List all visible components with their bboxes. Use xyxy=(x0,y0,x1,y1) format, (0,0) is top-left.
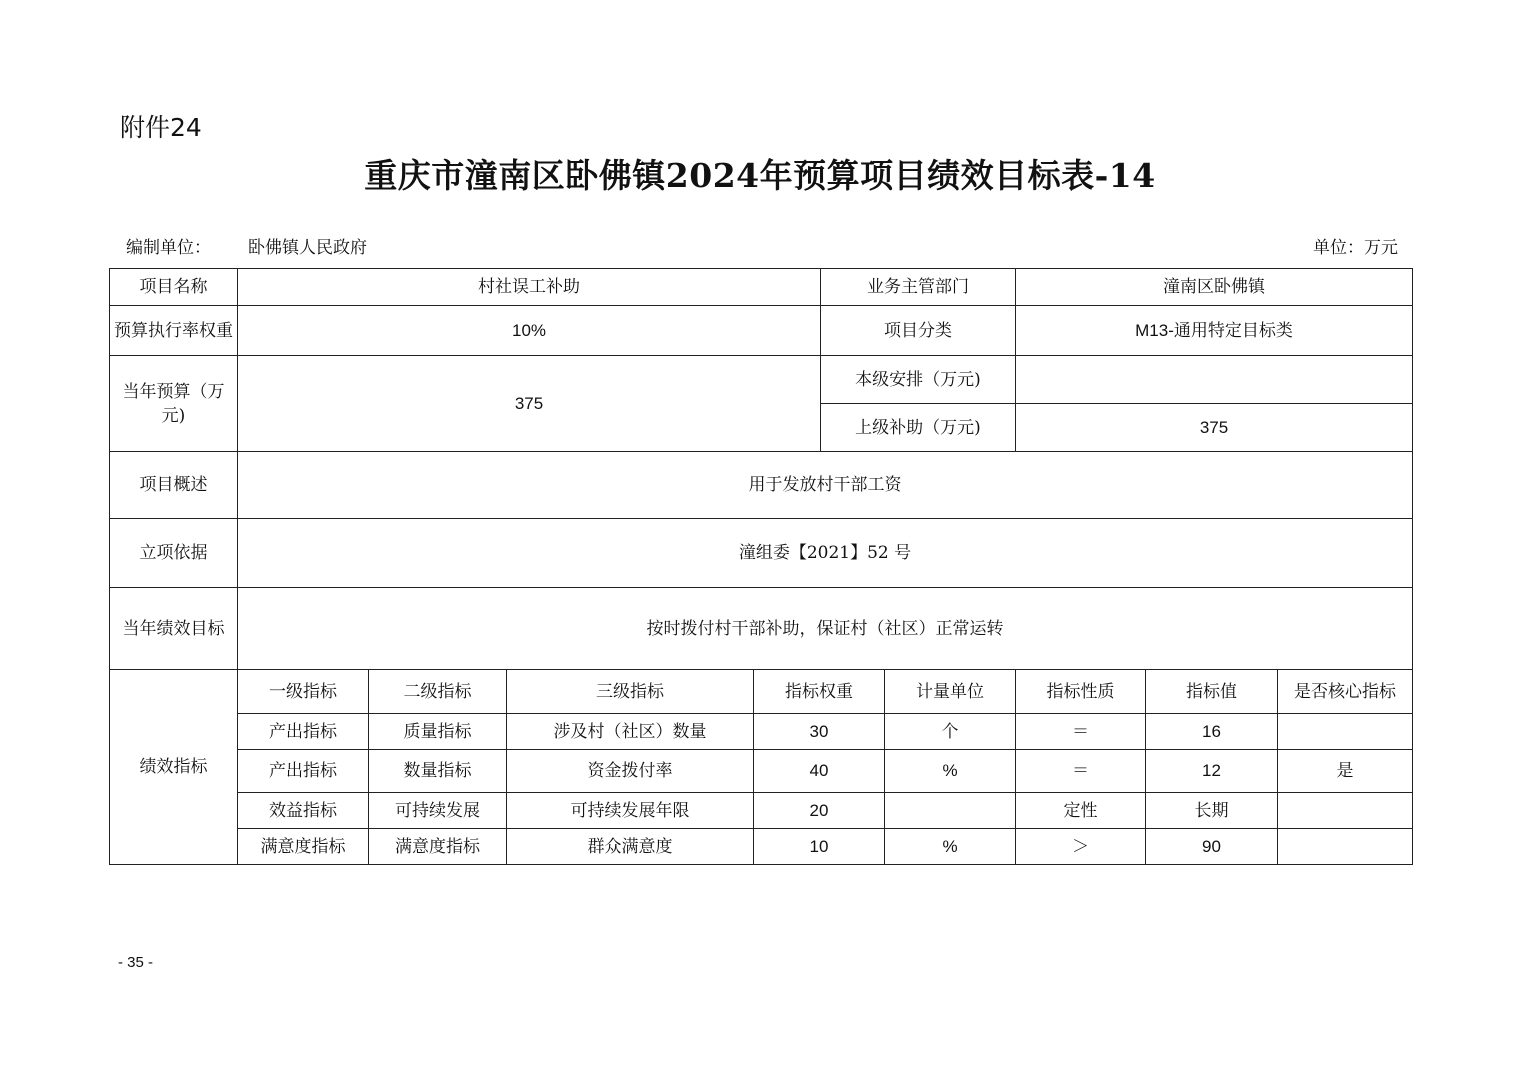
table-row xyxy=(110,829,1413,865)
weight-cell: 40 xyxy=(754,750,885,793)
exec-rate-label: 预算执行率权重 xyxy=(110,306,238,356)
level1-cell: 产出指标 xyxy=(238,750,369,793)
attachment-label: 附件24 xyxy=(120,113,202,142)
table-row xyxy=(110,750,1413,793)
local-budget-label: 本级安排（万元) xyxy=(821,356,1016,404)
dept-value: 潼南区卧佛镇 xyxy=(1016,269,1413,306)
indicator-section-label: 绩效指标 xyxy=(110,670,238,865)
table-row xyxy=(110,793,1413,829)
budget-value: 375 xyxy=(238,356,821,452)
category-label: 项目分类 xyxy=(821,306,1016,356)
project-name: 村社误工补助 xyxy=(238,269,821,306)
basis-value: 潼组委【2021】52 号 xyxy=(238,519,1413,588)
value-cell: 长期 xyxy=(1146,793,1278,829)
value-cell: 16 xyxy=(1146,714,1278,750)
nature-cell: 定性 xyxy=(1016,793,1146,829)
unit-cell: % xyxy=(885,829,1016,865)
currency-unit: 单位：万元 xyxy=(1313,238,1398,258)
unit-cell: % xyxy=(885,750,1016,793)
nature-cell: ＝ xyxy=(1016,714,1146,750)
level3-cell: 涉及村（社区）数量 xyxy=(507,714,754,750)
level3-cell: 可持续发展年限 xyxy=(507,793,754,829)
upper-subsidy-value: 375 xyxy=(1016,404,1413,452)
level1-cell: 产出指标 xyxy=(238,714,369,750)
performance-table xyxy=(109,268,1413,865)
overview-label: 项目概述 xyxy=(110,452,238,519)
category-value: M13-通用特定目标类 xyxy=(1016,306,1413,356)
weight-cell: 30 xyxy=(754,714,885,750)
level1-cell: 满意度指标 xyxy=(238,829,369,865)
dept-label: 业务主管部门 xyxy=(821,269,1016,306)
level3-cell: 资金拨付率 xyxy=(507,750,754,793)
header-cell: 指标性质 xyxy=(1016,670,1146,714)
core-cell xyxy=(1278,793,1413,829)
level2-cell: 质量指标 xyxy=(369,714,507,750)
page-title: 重庆市潼南区卧佛镇2024年预算项目绩效目标表-14 xyxy=(364,156,1156,195)
exec-rate-value: 10% xyxy=(238,306,821,356)
core-cell xyxy=(1278,714,1413,750)
overview-value: 用于发放村干部工资 xyxy=(238,452,1413,519)
header-cell: 计量单位 xyxy=(885,670,1016,714)
header-cell: 指标权重 xyxy=(754,670,885,714)
level2-cell: 数量指标 xyxy=(369,750,507,793)
goal-label: 当年绩效目标 xyxy=(110,588,238,670)
table-row xyxy=(110,714,1413,750)
unit-name: 卧佛镇人民政府 xyxy=(248,238,367,258)
nature-cell: ＝ xyxy=(1016,750,1146,793)
header-cell: 三级指标 xyxy=(507,670,754,714)
upper-subsidy-label: 上级补助（万元) xyxy=(821,404,1016,452)
header-cell: 指标值 xyxy=(1146,670,1278,714)
goal-value: 按时拨付村干部补助，保证村（社区）正常运转 xyxy=(238,588,1413,670)
unit-label: 编制单位： xyxy=(126,238,211,258)
basis-label: 立项依据 xyxy=(110,519,238,588)
level3-cell: 群众满意度 xyxy=(507,829,754,865)
core-cell xyxy=(1278,829,1413,865)
header-cell: 一级指标 xyxy=(238,670,369,714)
header-cell: 是否核心指标 xyxy=(1278,670,1413,714)
budget-label: 当年预算（万元) xyxy=(110,356,238,452)
header-cell: 二级指标 xyxy=(369,670,507,714)
weight-cell: 20 xyxy=(754,793,885,829)
project-name-label: 项目名称 xyxy=(110,269,238,306)
level1-cell: 效益指标 xyxy=(238,793,369,829)
page-number: - 35 - xyxy=(118,954,154,971)
unit-cell: 个 xyxy=(885,714,1016,750)
nature-cell: ＞ xyxy=(1016,829,1146,865)
level2-cell: 可持续发展 xyxy=(369,793,507,829)
level2-cell: 满意度指标 xyxy=(369,829,507,865)
value-cell: 90 xyxy=(1146,829,1278,865)
core-cell: 是 xyxy=(1278,750,1413,793)
local-budget-value xyxy=(1016,356,1413,404)
weight-cell: 10 xyxy=(754,829,885,865)
unit-cell xyxy=(885,793,1016,829)
value-cell: 12 xyxy=(1146,750,1278,793)
